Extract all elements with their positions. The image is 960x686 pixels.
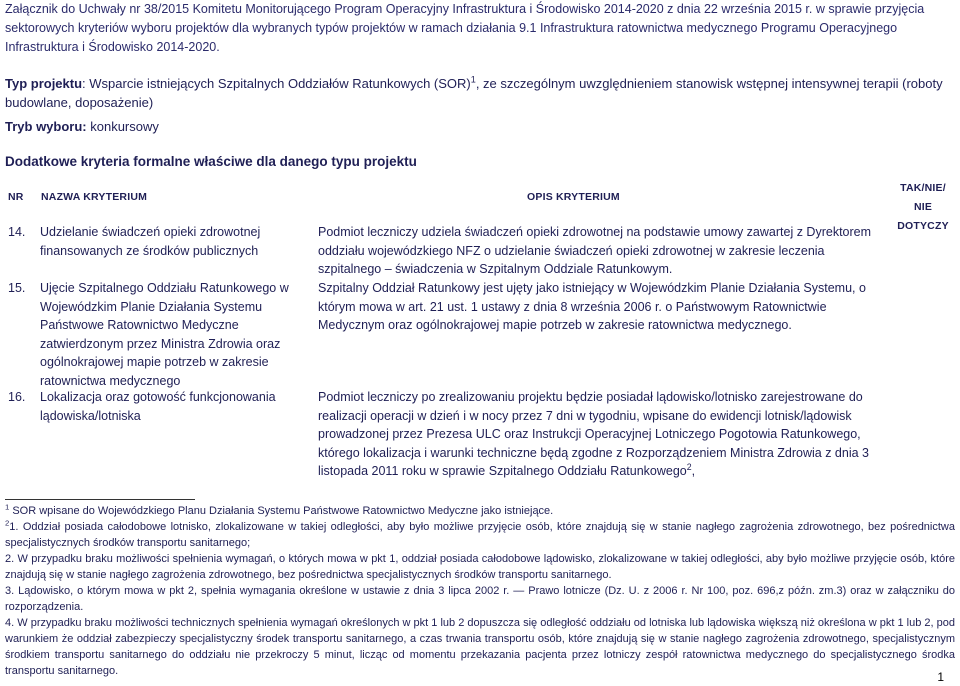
table-header-description: OPIS KRYTERIUM (527, 191, 620, 203)
criterion-description: Szpitalny Oddział Ratunkowy jest ujęty jako istniejący w Wojewódzkim Planie Działania Systemu, o którym mowa w art. 21 ust. 1 ustawy z dnia 8 września 2006 r. o Państwowym Ratownictwie Medycznym oraz ogólnokrajowej mapie potrzeb w zakresie ratownictwa medycznego. (318, 281, 866, 332)
footnote-marker: 2 (5, 518, 10, 528)
project-type-paragraph (5, 74, 955, 112)
footnote-2-point-2: 2. W przypadku braku możliwości spełnienia wymagań, o których mowa w pkt 1, oddział posiada całodobowe lądowisko, zlokalizowane w takiej odległości, aby było możliwe przyjęcie osób, które znajdują się w stanie nagłego zagrożenia zdrowotnego, bez pośrednictwa specjalistycznych środków transportu sanitarnego. (5, 553, 955, 581)
row-number: 14. (8, 225, 26, 239)
criterion-name: Ujęcie Szpitalnego Oddziału Ratunkowego w Wojewódzkim Planie Działania Systemu Państwowe Ratownictwo Medyczne zatwierdzonym przez Ministra Zdrowia oraz ogólnokrajowej mapie potrzeb w zakresie ratownictwa medycznego (40, 281, 289, 388)
footnote-separator (5, 499, 195, 500)
project-type-text: : Wsparcie istniejących Szpitalnych Oddziałów Ratunkowych (SOR) (82, 76, 471, 91)
header-text: Załącznik do Uchwały nr 38/2015 Komitetu Monitorującego Program Operacyjny Infrastruktura i Środowisko 2014-2020 z dnia 22 września 2015 r. w sprawie przyjęcia sektorowych kryteriów wyboru projektów dla wybranych typów projektów w ramach działania 9.1 Infrastruktura ratownictwa medycznego Programu Operacyjnego Infrastruktura i Środowisko 2014-2020. (5, 2, 925, 54)
project-type-text-2: , ze szczególnym uwzględnieniem stanowisk wstępnej intensywnej terapii (roboty budowlane, doposażenie) (5, 76, 943, 110)
criterion-description-text: Podmiot leczniczy po zrealizowaniu projektu będzie posiadał lądowisko/lotnisko zarejestrowane do realizacji operacji w dzień i w nocy przez 7 dni w tygodniu, wpisane do ewidencji lotnisk/lądowisk prowadzonej przez Prezesa ULC oraz Instrukcji Operacyjnej Lotniczego Pogotowia Ratunkowego, którego lokalizacja i warunki techniczne będą zgodne z Rozporządzeniem Ministra Zdrowia z dnia 3 listopada 2011 roku w sprawie Szpitalnego Oddziału Ratunkowego (318, 390, 869, 478)
table-header-nr: NR (8, 191, 24, 203)
row-number: 16. (8, 390, 26, 404)
criterion-name: Udzielanie świadczeń opieki zdrowotnej finansowanych ze środków publicznych (40, 225, 261, 258)
table-header-yes-no (888, 179, 958, 236)
table-header-name: NAZWA KRYTERIUM (41, 191, 148, 203)
section-title: Dodatkowe kryteria formalne właściwe dla danego typu projektu (5, 154, 417, 169)
selection-mode-paragraph (5, 119, 955, 134)
footnotes (5, 503, 955, 679)
footnote-text: SOR wpisane do Wojewódzkiego Planu Działania Systemu Państwowe Ratownictwo Medyczne jako istniejące. (9, 505, 554, 517)
criterion-description: Podmiot leczniczy udziela świadczeń opieki zdrowotnej na podstawie umowy zawartej z Dyrektorem oddziału wojewódzkiego NFZ o udzielanie świadczeń opieki zdrowotnej w zakresie leczenia szpitalnego – świadczenia w Szpitalnym Oddziale Ratunkowym. (318, 225, 872, 276)
footnote-2 (5, 519, 955, 551)
page-number: 1 (937, 670, 944, 684)
footnote-ref-1: 1 (470, 74, 476, 85)
selection-mode-label: Tryb wyboru: (5, 119, 87, 134)
selection-mode-value: konkursowy (86, 119, 159, 134)
table-header-yes-no-line2: NIE DOTYCZY (897, 201, 949, 232)
footnote-ref-2: 2 (686, 461, 692, 472)
footnote-2-point-3: 3. Lądowisko, o którym mowa w pkt 2, spełnia wymagania określone w ustawie z dnia 3 lipca 2002 r. — Prawo lotnicze (Dz. U. z 2006 r. Nr 100, poz. 696,z późn. zm.3) oraz w załączniku do rozporządzenia. (5, 585, 955, 613)
footnote-2-point-4: 4. W przypadku braku możliwości technicznych spełnienia wymagań określonych w pkt 1 lub 2 dopuszcza się odległość oddziału od lotniska lub lądowiska większą niż określona w pkt 1 lub 2, pod warunkiem że oddział zabezpieczy specjalistyczny środek transportu sanitarnego, a czas trwania transportu osób, które znajdują się w stanie nagłego zagrożenia zdrowotnego, specjalistycznym środkiem transportu sanitarnego do oddziału nie przekroczy 5 minut, licząc od momentu przekazania pacjenta przez lotniczy zespół ratownictwa medycznego do specjalistycznego środka transportu sanitarnego. (5, 617, 955, 677)
project-type-label: Typ projektu (5, 76, 83, 91)
footnote-marker: 1 (5, 502, 10, 512)
criterion-description (318, 388, 878, 481)
footnote-1 (5, 503, 955, 519)
row-number: 15. (8, 281, 26, 295)
criterion-name: Lokalizacja oraz gotowość funkcjonowania lądowiska/lotniska (40, 390, 276, 423)
criterion-description-tail: , (691, 464, 696, 478)
table-header-yes-no-line1: TAK/NIE/ (900, 182, 946, 194)
footnote-text: 1. Oddział posiada całodobowe lotnisko, zlokalizowane w takiej odległości, aby było możliwe przyjęcie osób, które znajdują się w stanie nagłego zagrożenia zdrowotnego, bez pośrednictwa specjalistycznych środków transportu sanitarnego; (5, 521, 955, 549)
